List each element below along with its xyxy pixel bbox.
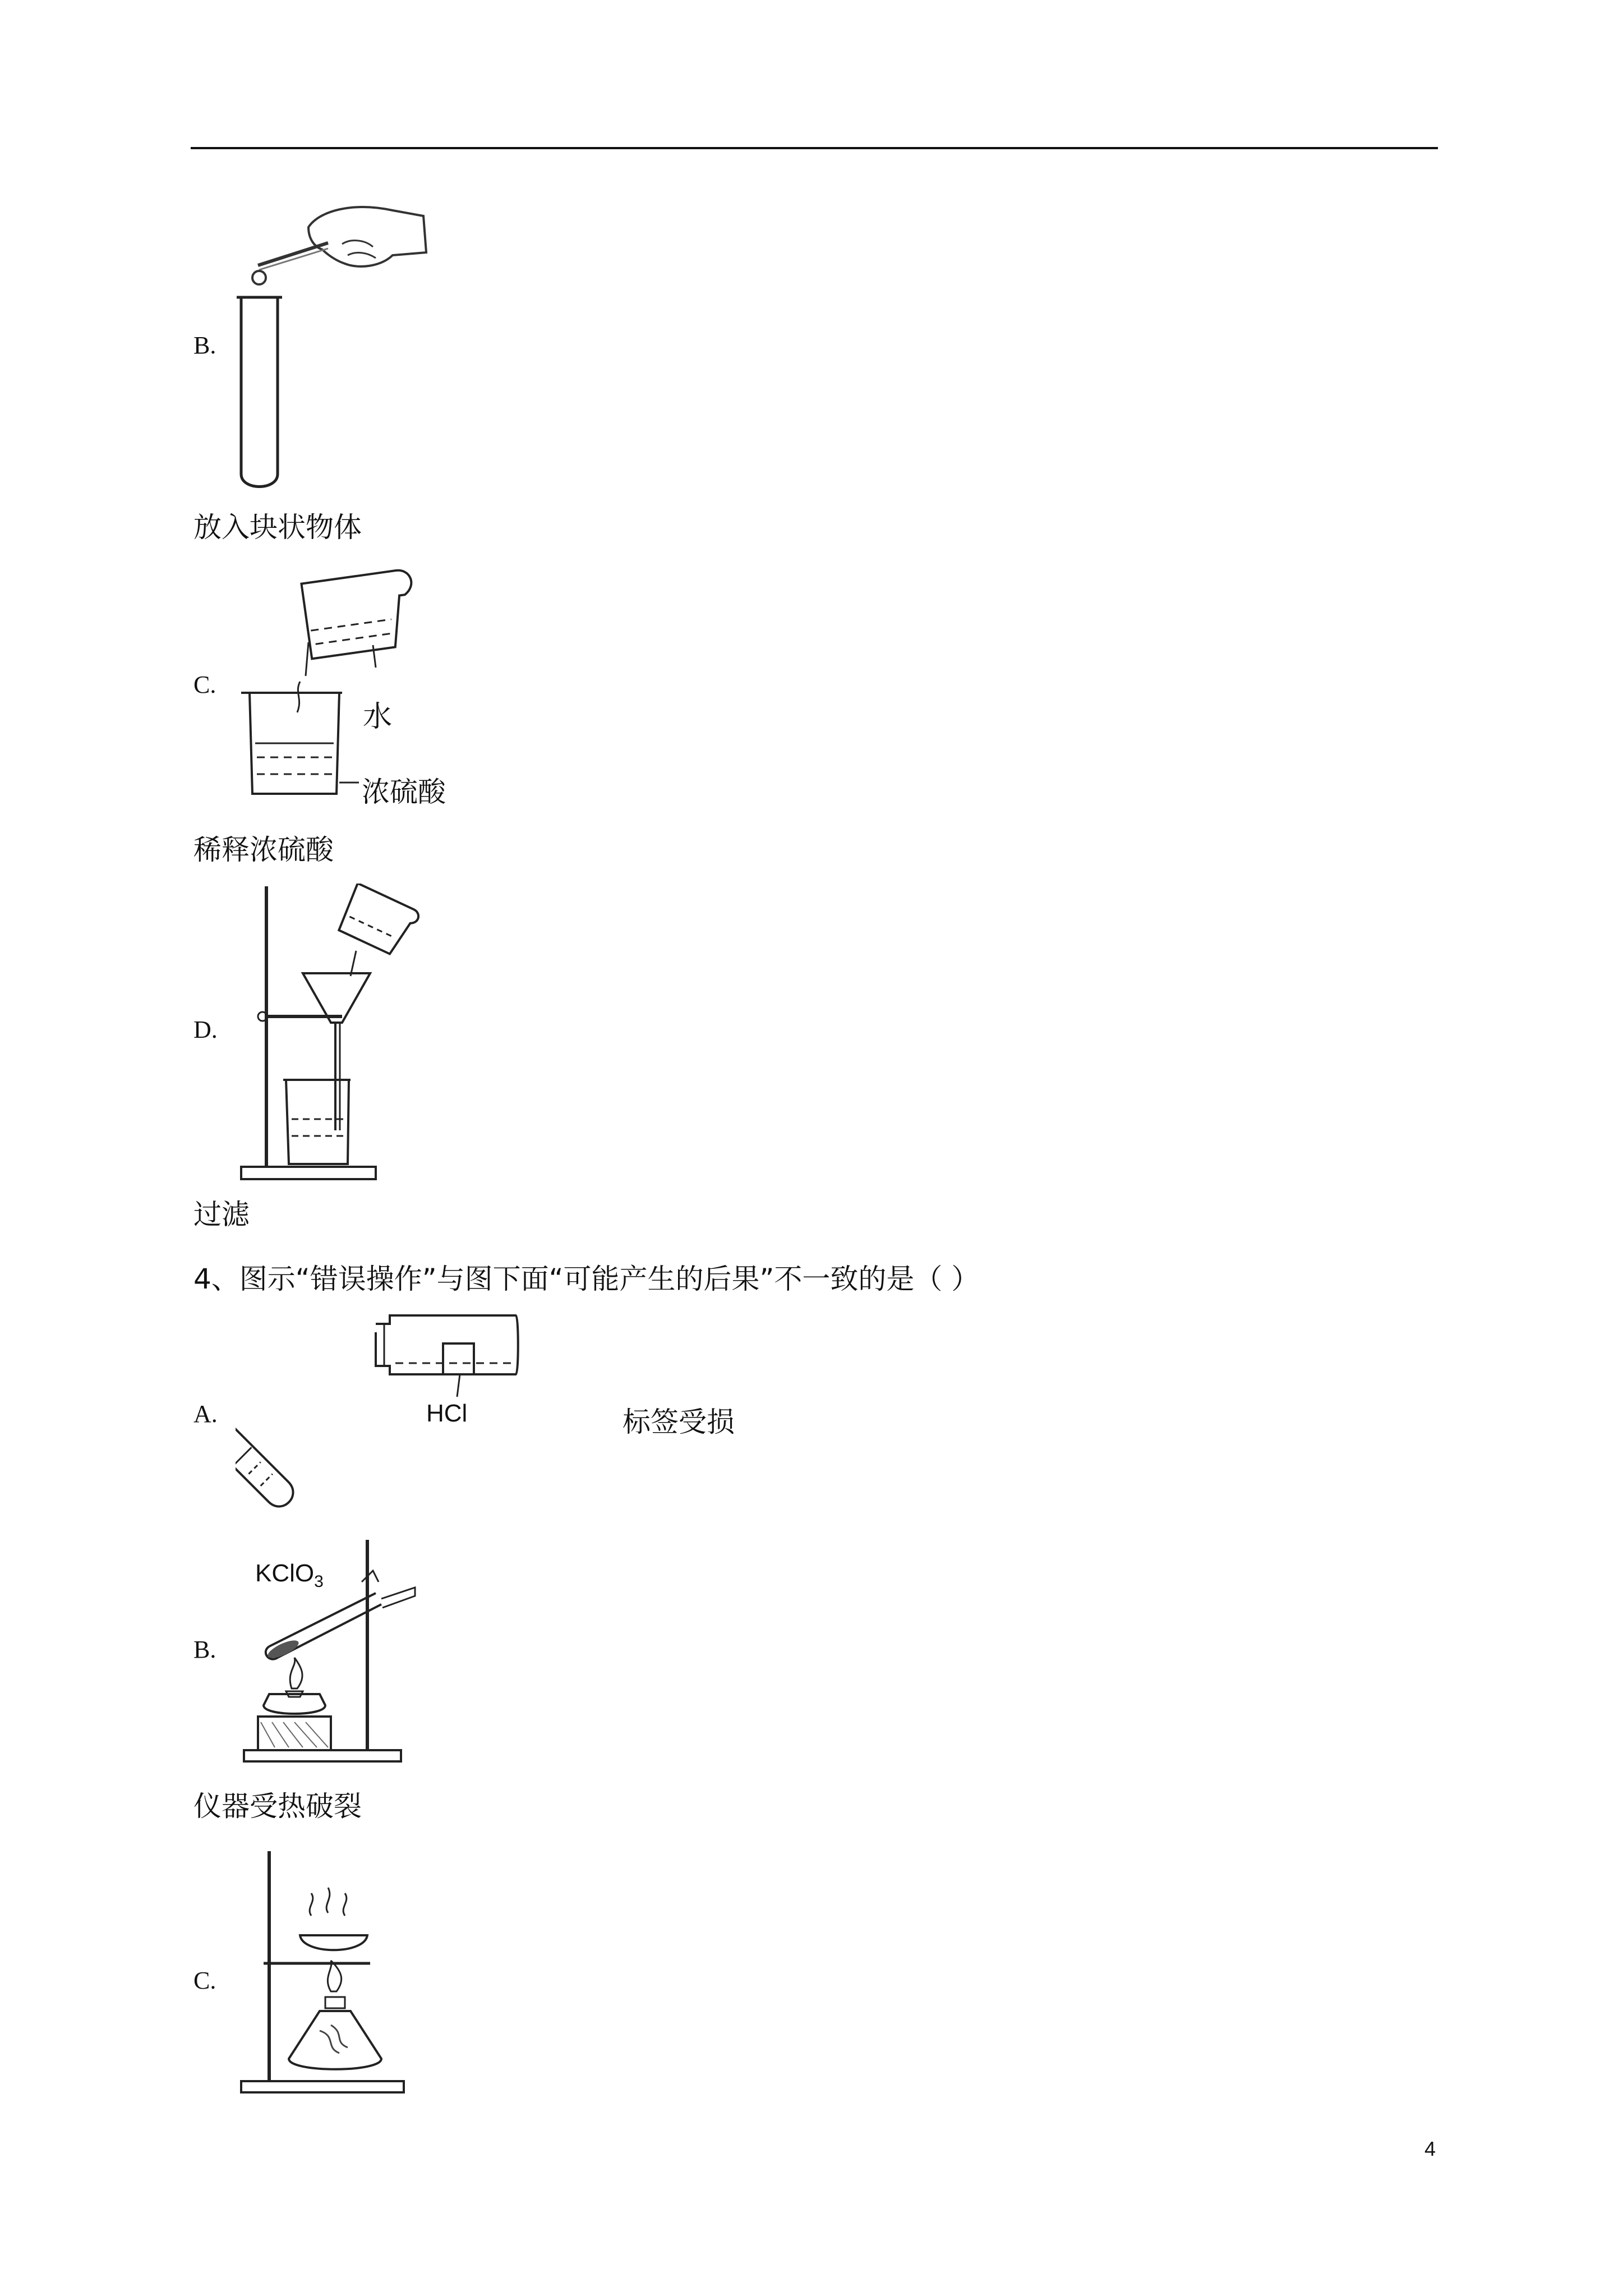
q3-option-d-letter: D. — [193, 1016, 218, 1043]
hcl-label: HCl — [426, 1400, 468, 1427]
q4-option-b-letter: B. — [193, 1636, 216, 1663]
q4-stem: 4、图示“错误操作”与图下面“可能产生的后果”不一致的是（ ） — [193, 1263, 980, 1295]
q3-option-b-letter: B. — [193, 332, 216, 359]
q4-option-a-caption: 标签受损 — [623, 1406, 735, 1438]
acid-label: 浓硫酸 — [362, 776, 446, 808]
kclo3-heating-figure — [236, 1537, 460, 1773]
kclo3-main: KClO — [255, 1559, 315, 1587]
evaporation-figure — [236, 1846, 415, 2104]
test-tube-tweezers-figure — [224, 199, 437, 491]
q3-option-d-caption: 过滤 — [193, 1198, 250, 1231]
acid-pouring-figure — [236, 1313, 550, 1520]
kclo3-subscript: 3 — [314, 1572, 324, 1591]
q4-option-c-letter: C. — [193, 1967, 216, 1994]
header-rule — [191, 147, 1438, 149]
q4-option-b-caption: 仪器受热破裂 — [193, 1790, 362, 1823]
page-number: 4 — [1424, 2137, 1436, 2160]
water-label: 水 — [363, 700, 393, 734]
filtration-figure — [230, 884, 454, 1186]
q3-option-c-caption: 稀释浓硫酸 — [193, 834, 334, 866]
q4-option-a-letter: A. — [193, 1400, 218, 1428]
q3-option-b-caption: 放入块状物体 — [193, 511, 362, 544]
q3-option-c-letter: C. — [193, 671, 216, 698]
